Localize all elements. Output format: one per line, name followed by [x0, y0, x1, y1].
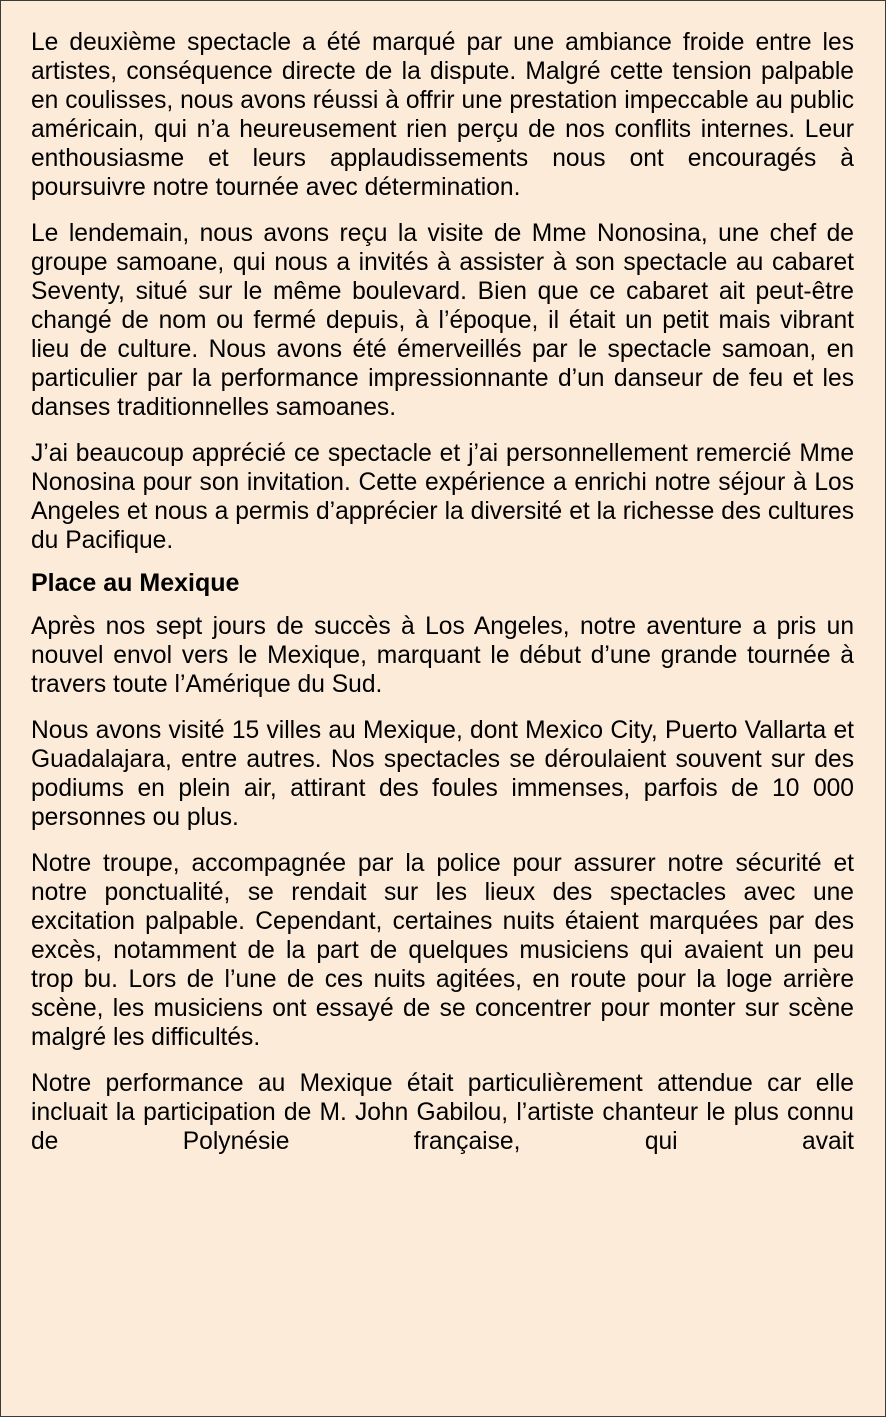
paragraph-troupe-police: Notre troupe, accompagnée par la police pour assurer notre sécurité et notre ponctualité, se rendait sur les lieux des spectacles avec une excitation palpable. Cependant, certaines nuits étaient marquées par des excès, notamment de la part de quelques musiciens qui avaient un peu trop bu. Lors de l’une de ces nuits agitées, en route pour la loge arrière scène, les musiciens ont essayé de se concentrer pour monter sur scène malgré les difficultés. [31, 850, 854, 1051]
paragraph-envol-mexique: Après nos sept jours de succès à Los Angeles, notre aventure a pris un nouvel envol vers le Mexique, marquant le début d’une grande tournée à travers toute l’Amérique du Sud. [31, 613, 854, 698]
paragraph-john-gabilou: Notre performance au Mexique était particulièrement attendue car elle incluait la participation de M. John Gabilou, l’artiste chanteur le plus connu de Polynésie française, qui avait [31, 1070, 854, 1155]
paragraph-mme-nonosina-visite: Le lendemain, nous avons reçu la visite de Mme Nonosina, une chef de groupe samoane, qui nous a invités à assister à son spectacle au cabaret Seventy, situé sur le même boulevard. Bien que ce cabaret ait peut-être changé de nom ou fermé depuis, à l’époque, il était un petit mais vibrant lieu de culture. Nous avons été émerveillés par le spectacle samoan, en particulier par la performance impressionnante d’un danseur de feu et les danses traditionnelles samoanes. [31, 220, 854, 421]
paragraph-remerciements: J’ai beaucoup apprécié ce spectacle et j’ai personnellement remercié Mme Nonosina pour son invitation. Cette expérience a enrichi notre séjour à Los Angeles et nous a permis d’apprécier la diversité et la richesse des cultures du Pacifique. [31, 440, 854, 554]
paragraph-deuxieme-spectacle: Le deuxième spectacle a été marqué par une ambiance froide entre les artistes, conséquence directe de la dispute. Malgré cette tension palpable en coulisses, nous avons réussi à offrir une prestation impeccable au public américain, qui n’a heureusement rien perçu de nos conflits internes. Leur enthousiasme et leurs applaudissements nous ont encouragés à poursuivre notre tournée avec détermination. [31, 29, 854, 201]
section-heading: Place au Mexique [31, 569, 240, 597]
paragraph-villes-mexique: Nous avons visité 15 villes au Mexique, dont Mexico City, Puerto Vallarta et Guadalajara, entre autres. Nos spectacles se déroulaient souvent sur des podiums en plein air, attirant des foules immenses, parfois de 10 000 personnes ou plus. [31, 717, 854, 831]
